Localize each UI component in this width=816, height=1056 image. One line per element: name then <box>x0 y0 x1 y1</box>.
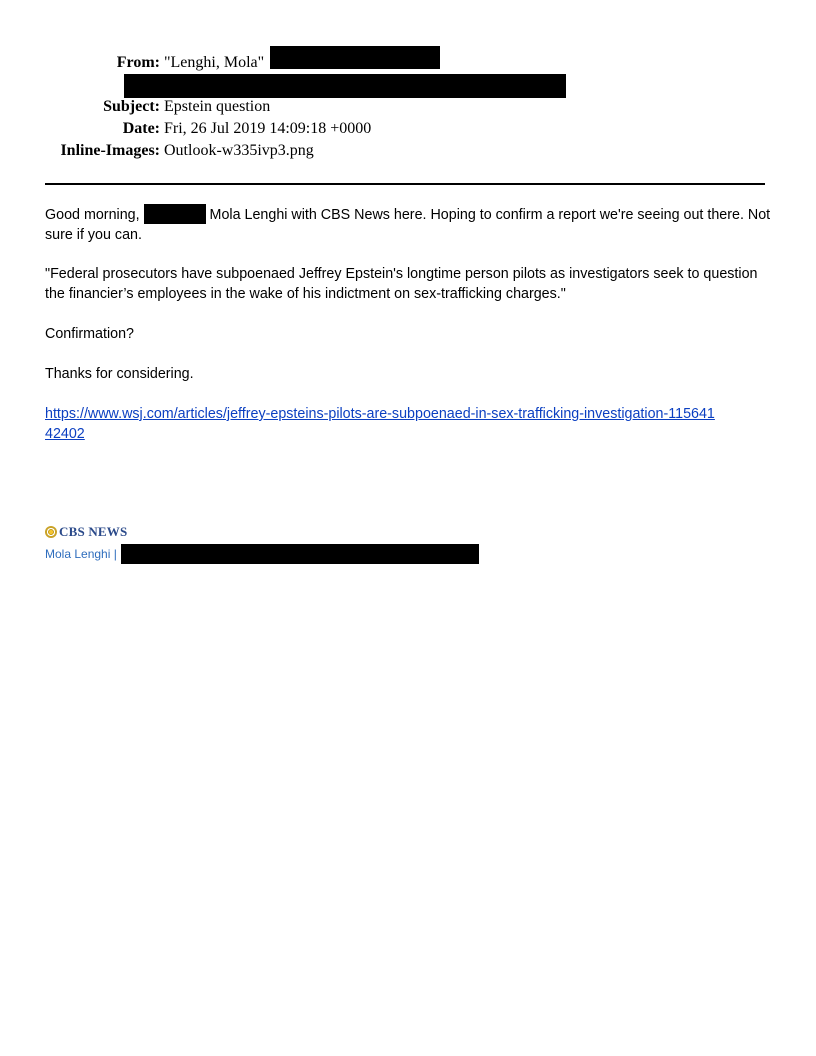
signature-name: Mola Lenghi | <box>45 547 117 561</box>
date-value: Fri, 26 Jul 2019 14:09:18 +0000 <box>164 120 372 137</box>
logo-text: CBS NEWS <box>59 524 128 539</box>
greeting-paragraph <box>45 204 780 245</box>
question-paragraph: Confirmation? <box>45 326 134 342</box>
date-label: Date: <box>122 120 160 137</box>
inline-images-label: Inline-Images: <box>60 142 160 159</box>
greeting-rest: Mola Lenghi with CBS News here. Hoping to confirm a report we're seeing out there. Not sure if you can. <box>45 207 771 243</box>
redaction-from-email <box>270 46 440 69</box>
article-link[interactable]: https://www.wsj.com/articles/jeffrey-epsteins-pilots-are-subpoenaed-in-sex-trafficking-investigation-11564142402 <box>45 406 715 442</box>
link-paragraph <box>45 404 715 444</box>
subject-value: Epstein question <box>164 98 271 115</box>
from-label: From: <box>116 54 160 71</box>
from-value: "Lenghi, Mola" <box>164 54 265 71</box>
thanks-paragraph: Thanks for considering. <box>45 366 194 382</box>
header-divider <box>45 183 765 185</box>
subject-row <box>0 96 816 118</box>
signature-line <box>45 545 117 563</box>
cbs-eye-icon <box>45 526 57 538</box>
date-row <box>0 118 816 140</box>
inline-images-row <box>0 140 816 162</box>
greeting-start: Good morning, <box>45 207 140 223</box>
subject-label: Subject: <box>103 98 160 115</box>
redaction-recipient-name <box>144 204 206 224</box>
inline-images-value: Outlook-w335ivp3.png <box>164 142 314 159</box>
redaction-signature-contact <box>121 544 479 564</box>
redaction-to-line <box>124 74 566 98</box>
quote-paragraph: "Federal prosecutors have subpoenaed Jeffrey Epstein's longtime person pilots as investigators seek to question the financier’s employees in the wake of his indictment on sex-trafficking charges." <box>45 266 758 302</box>
cbs-news-logo <box>45 524 127 540</box>
